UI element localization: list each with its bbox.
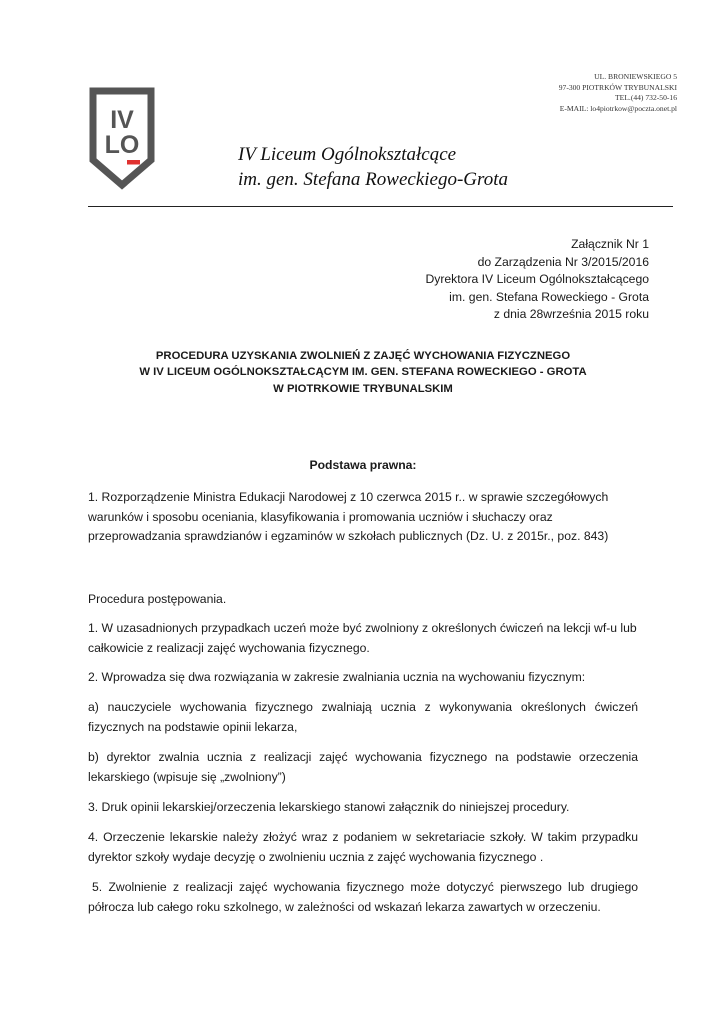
school-name <box>238 142 508 192</box>
logo-red-bar <box>127 160 140 165</box>
procedure-point-1: 1. W uzasadnionych przypadkach uczeń może być zwolniony z określonych ćwiczeń na lekcji wf-u lub całkowicie z realizacji zajęć wychowania fizycznego. <box>88 621 637 655</box>
school-name-line1: IV Liceum Ogólnokształcące <box>238 144 457 165</box>
document-title <box>88 348 638 397</box>
header-divider <box>88 206 673 207</box>
annex-line4: im. gen. Stefana Roweckiego - Grota <box>449 289 649 304</box>
annex-line2: do Zarządzenia Nr 3/2015/2016 <box>477 254 649 269</box>
school-logo <box>88 86 156 190</box>
annex-note <box>425 236 649 324</box>
title-line2: W IV LICEUM OGÓLNOKSZTAŁCĄCYM IM. GEN. STEFANA ROWECKIEGO - GROTA <box>139 366 587 379</box>
legal-basis-item: 1. Rozporządzenie Ministra Edukacji Narodowej z 10 czerwca 2015 r.. w sprawie szczegółowych warunków i sposobu oceniania, klasyfikowania i promowania uczniów i słuchaczy oraz przeprowadzania sprawdzianów i egzaminów w szkołach publicznych (Dz. U. z 2015r., poz. 843) <box>88 490 609 544</box>
annex-line3: Dyrektora IV Liceum Ogólnokształcącego <box>425 272 649 287</box>
procedure-point-5: 5. Zwolnienie z realizacji zajęć wychowania fizycznego może dotyczyć pierwszego lub drugiego półrocza lub całego roku szkolnego, w zależności od wskazań lekarza zawartych w orzeczeniu. <box>88 880 638 914</box>
procedure-point-4: 4. Orzeczenie lekarskie należy złożyć wraz z podaniem w sekretariacie szkoły. W takim przypadku dyrektor szkoły wydaje decyzję o zwolnieniu ucznia z zajęć wychowania fizycznego . <box>88 830 638 864</box>
procedure-point-2b: b) dyrektor zwalnia ucznia z realizacji zajęć wychowania fizycznego na podstawie orzeczenia lekarskiego (wpisuje się „zwolniony”) <box>88 750 638 784</box>
address-street: UL. BRONIEWSKIEGO 5 <box>594 72 677 81</box>
procedure-heading: Procedura postępowania. <box>88 592 227 606</box>
procedure-point-3: 3. Druk opinii lekarskiej/orzeczenia lekarskiego stanowi załącznik do niniejszej procedury. <box>88 800 570 814</box>
logo-text-iv: IV <box>110 106 134 134</box>
legal-basis-heading: Podstawa prawna: <box>309 458 417 472</box>
annex-line5: z dnia 28września 2015 roku <box>493 307 649 322</box>
title-line3: W PIOTRKOWIE TRYBUNALSKIM <box>273 382 453 395</box>
title-line1: PROCEDURA UZYSKANIA ZWOLNIEŃ Z ZAJĘĆ WYCHOWANIA FIZYCZNEGO <box>155 350 571 362</box>
procedure-point-2a: a) nauczyciele wychowania fizycznego zwalniają ucznia z wykonywania określonych ćwiczeń fizycznych na podstawie opinii lekarza, <box>88 700 638 734</box>
school-name-line2: im. gen. Stefana Roweckiego-Grota <box>238 169 508 190</box>
address-phone: TEL.(44) 732-50-16 <box>615 93 677 103</box>
annex-line1: Załącznik Nr 1 <box>571 237 649 251</box>
logo-text-lo: LO <box>104 131 140 159</box>
address-city: 97-300 PIOTRKÓW TRYBUNALSKI <box>558 82 677 92</box>
address-email: E-MAIL: lo4piotrkow@poczta.onet.pl <box>559 103 677 113</box>
school-address <box>559 72 677 114</box>
procedure-point-2: 2. Wprowadza się dwa rozwiązania w zakresie zwalniania ucznia na wychowaniu fizycznym: <box>88 670 586 684</box>
